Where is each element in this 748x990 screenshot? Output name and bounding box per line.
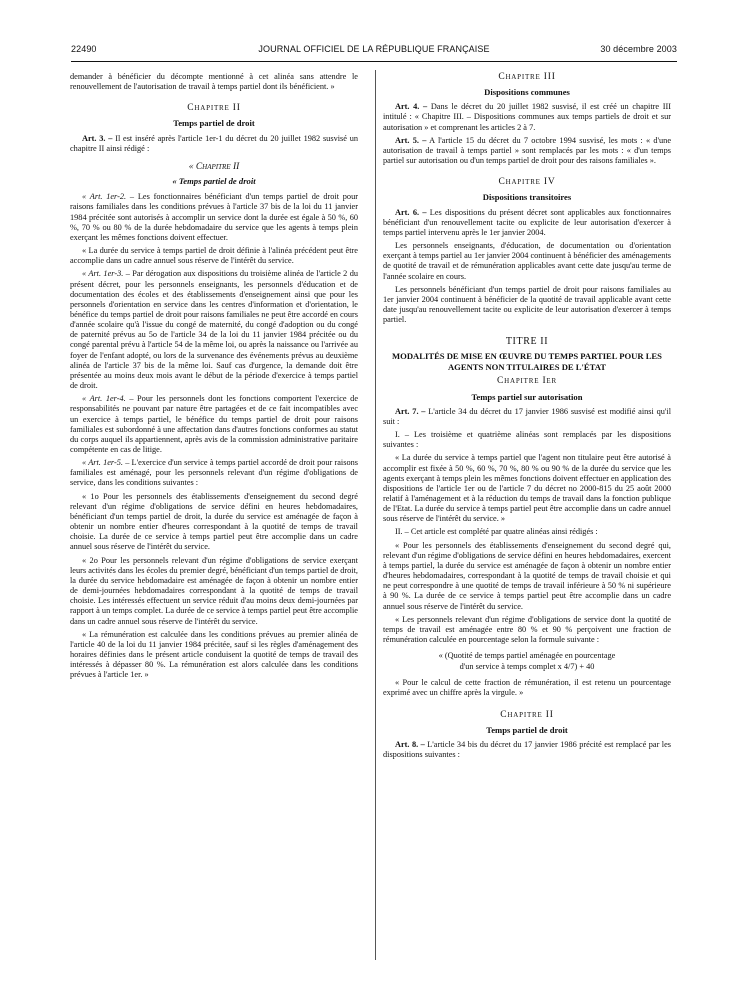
chapter-title: Temps partiel de droit <box>486 724 568 735</box>
chapter-label: Chapitre II <box>187 103 241 114</box>
article-text: Les dispositions du présent décret sont applicables aux fonctionnaires bénéficiant d'un renouvellement tacite ou explicite de leur autorisation d'exercer à temps partiel intervenu après le 1er janvier 2004. <box>383 207 671 237</box>
article-text: – Les fonctionnaires bénéficiant d'un temps partiel de droit pour raisons familiales dans les conditions prévues à l'article 37 bis de la loi du 11 janvier 1984 précitée sont autorisés à accomplir un service dont la durée est égale à 50 %, 60 %, 70 % ou 80 % de la durée hebdomadaire du service que les agents à temps plein exerçant les mêmes fonctions doivent effectuer. <box>70 192 358 242</box>
page-number: 22490 <box>71 44 97 54</box>
article-number: Art. 4. – <box>395 102 428 112</box>
titre-subtitle: MODALITÉS DE MISE EN ŒUVRE DU TEMPS PARTIEL POUR LES AGENTS NON TITULAIRES DE L'ÉTAT <box>392 351 662 372</box>
paragraph: « La durée du service à temps partiel de droit définie à l'alinéa précédent peut être accomplie dans un cadre annuel sous réserve de l'intérêt du service. <box>70 246 358 266</box>
formula-line: « (Quotité de temps partiel aménagée en pourcentage <box>438 651 616 661</box>
list-item: « 1o Pour les personnels des établissements d'enseignement du second degré relevant d'un régime d'obligations de service défini en heures hebdomadaires, bénéficiant d'un temps partiel de droit, la durée du service est aménagée de façon à obtenir un nombre entier d'heures correspondant à la quotité de temps de travail choisie. La durée de ce service à temps partiel peut être accomplie dans un cadre annuel sous réserve de l'intérêt du service. <box>70 491 358 552</box>
journal-title: JOURNAL OFFICIEL DE LA RÉPUBLIQUE FRANÇAISE <box>258 44 490 54</box>
article-1er-4 <box>70 394 358 455</box>
article-8 <box>383 740 671 760</box>
issue-date: 30 décembre 2003 <box>600 44 677 54</box>
paragraph: Les personnels enseignants, d'éducation, de documentation ou d'orientation exerçant à temps partiel au 1er janvier 2004 continuent à bénéficier des aménagements de quotité de travail et de rémunération applicables avant cette date jusqu'au terme de l'année scolaire en cours. <box>383 241 671 281</box>
quoted-chapter-label: « Chapitre II <box>188 161 240 172</box>
article-text: L'article 34 du décret du 17 janvier 1986 susvisé est modifié ainsi qu'il suit : <box>383 406 672 426</box>
article-3 <box>70 134 358 154</box>
paragraph: Les personnels bénéficiant d'un temps partiel de droit pour raisons familiales au 1er janvier 2004 continuent à bénéficier de la quotité de travail applicable avant cette date jusqu'au renouvellement tacite ou explicite de leur autorisation d'exercer à temps partiel. <box>383 284 671 325</box>
article-5 <box>383 136 671 166</box>
article-text: Dans le décret du 20 juillet 1982 susvisé, il est créé un chapitre III intitulé : « Chapitre III. – Dispositions communes aux temps partiels de droit et sur autorisation » et comprenant les articles 2 à 7. <box>383 102 672 132</box>
article-1er-2 <box>70 192 358 243</box>
article-number: Art. 5. – <box>395 135 427 145</box>
chapter-title: Dispositions transitoires <box>482 192 572 203</box>
article-number: Art. 3. – <box>82 133 113 143</box>
article-number: « Art. 1er-2. <box>82 192 127 202</box>
page-header <box>71 44 677 60</box>
left-column <box>70 72 358 683</box>
article-text: L'article 34 bis du décret du 17 janvier 1986 précité est remplacé par les dispositions suivantes : <box>383 739 671 759</box>
chapter-label: Chapitre II <box>500 709 554 720</box>
article-text: – Pour les personnels dont les fonctions comportent l'exercice de responsabilités ne pouvant par nature être partagées et de ce fait incompatibles avec un exercice à temps partiel, le bénéfice du temps partiel de droit pour raisons familiales est subordonné à une affectation dans d'autres fonctions conformes au statut du corps auquel ils appartiennent, après avis de la commission administrative paritaire compétente en cas de litige. <box>70 394 358 454</box>
paragraph: « Les personnels relevant d'un régime d'obligations de service dont la quotité de temps de travail est aménagée entre 80 % et 90 % perçoivent une fraction de rémunération calculée en pourcentage selon la formule suivante : <box>383 614 671 645</box>
chapter-title: Temps partiel de droit <box>173 118 255 129</box>
quoted-chapter-title: « Temps partiel de droit <box>172 176 256 187</box>
article-1er-3 <box>70 269 358 391</box>
list-item: « 2o Pour les personnels relevant d'un régime d'obligations de service exerçant leurs activités dans les écoles du premier degré, bénéficiant d'un temps partiel de droit, la durée du service hebdomadaire est aménagée de façon à obtenir un nombre entier de demi-journées hebdomadaires correspondant à la quotité de temps de travail choisie. Les intéressés effectuent un service réduit d'au moins deux demi-journées par rapport à un temps complet. La durée de ce service à temps partiel peut être accomplie dans un cadre annuel sous réserve de l'intérêt du service. <box>70 555 358 626</box>
article-number: « Art. 1er-3. <box>82 269 124 279</box>
paragraph: « La rémunération est calculée dans les conditions prévues au premier alinéa de l'article 40 de la loi du 11 janvier 1984 précitée, sauf si les règles d'aménagement des horaires définies dans le présent article conduisent la quotité de temps de travail des intéressés à dépasser 80 %. La rémunération est alors calculée dans les conditions prévues à l'article 1er. » <box>70 629 358 680</box>
column-divider <box>375 70 376 960</box>
chapter-title: Dispositions communes <box>484 87 570 98</box>
article-6 <box>383 208 671 238</box>
titre-heading: TITRE II <box>505 336 549 348</box>
article-number: « Art. 1er-4. <box>82 394 126 404</box>
chapter-label: Chapitre III <box>498 72 556 82</box>
article-number: Art. 6. – <box>395 207 427 217</box>
paragraph: demander à bénéficier du décompte mentionné à cet alinéa sans attendre le renouvellement de l'autorisation de travail à temps partiel dont ils bénéficient. » <box>70 72 358 92</box>
article-7 <box>383 407 671 427</box>
article-text: – L'exercice d'un service à temps partiel accordé de droit pour raisons familiales est aménagé, pour les personnels relevant d'un régime d'obligations de service, dans les conditions suivantes : <box>70 458 358 488</box>
chapter-label: Chapitre IV <box>498 177 556 188</box>
article-number: Art. 8. – <box>395 739 425 749</box>
article-number: « Art. 1er-5. <box>82 458 123 468</box>
article-text: – Par dérogation aux dispositions du troisième alinéa de l'article 2 du présent décret, pour les personnels enseignants, les personnels d'éducation et de documentation des écoles et des établissements d'enseignement ainsi que pour les personnels d'orientation en service dans les centres d'information et d'orientation, le bénéfice du temps partiel de droit pour raisons familiales ne peut être accordé en cours d'année scolaire qu'à l'issue du congé de maternité, du congé d'adoption ou du congé de paternité prévus au 5o de l'article 34 de la loi du 11 janvier 1984 précitée ou du congé parental prévu à l'article 54 de la même loi, ou après la naissance ou l'arrivée au foyer de l'enfant adopté, ou lors de la survenance des événements prévus au deuxième alinéa de l'article 37 bis de la même loi. Sauf cas d'urgence, la demande doit être présentée au moins deux mois avant le début de la période d'exercice à temps partiel de droit. <box>70 269 358 391</box>
article-4 <box>383 102 671 132</box>
paragraph: « Pour les personnels des établissements d'enseignement du second degré qui, relevant d'un régime d'obligations de service défini en heures hebdomadaires, exercent à temps partiel, la durée du service est aménagée de façon à obtenir un nombre entier d'heures hebdomadaires, correspondant à la quotité de temps de travail choisie et qui ne peut correspondre à une quotité de temps de travail inférieure à 50 % ni supérieure à 90 %. La durée de ce service à temps partiel peut être accomplie dans un cadre annuel sous réserve de l'intérêt du service. <box>383 540 671 611</box>
chapter-label: Chapitre Ier <box>497 376 557 387</box>
paragraph: « Pour le calcul de cette fraction de rémunération, il est retenu un pourcentage exprimé avec un chiffre après la virgule. » <box>383 678 671 698</box>
article-number: Art. 7. – <box>395 406 426 416</box>
paragraph: II. – Cet article est complété par quatre alinéas ainsi rédigés : <box>395 527 598 537</box>
header-rule <box>71 61 677 62</box>
article-text: Il est inséré après l'article 1er-1 du décret du 20 juillet 1982 susvisé un chapitre II ainsi rédigé : <box>70 133 358 153</box>
article-1er-5 <box>70 458 358 488</box>
right-column <box>383 72 671 763</box>
paragraph: I. – Les troisième et quatrième alinéas sont remplacés par les dispositions suivantes : <box>383 430 671 450</box>
article-text: A l'article 15 du décret du 7 octobre 1994 susvisé, les mots : « d'une autorisation de travail à temps partiel » sont remplacés par les mots : « d'un temps partiel sur autorisation ou d'un temps partiel de droit pour des raisons familiales ». <box>383 135 672 166</box>
chapter-title: Temps partiel sur autorisation <box>471 391 583 402</box>
paragraph: « La durée du service à temps partiel que l'agent non titulaire peut être autorisé à accomplir est fixée à 50 %, 60 %, 70 %, 80 % ou 90 % de la durée du service que les agents exerçant à temps plein les mêmes fonctions doivent effectuer en application des dispositions de l'article 1er ou de l'article 7 du décret no 2000-815 du 25 août 2000 relatif à l'aménagement et à la réduction du temps de travail dans la fonction publique de l'Etat. La durée du service à temps partiel peut être accomplie dans un cadre annuel sous réserve de l'intérêt du service. » <box>383 453 671 524</box>
formula <box>383 651 671 672</box>
formula-line: d'un service à temps complet x 4/7) + 40 <box>459 661 595 671</box>
